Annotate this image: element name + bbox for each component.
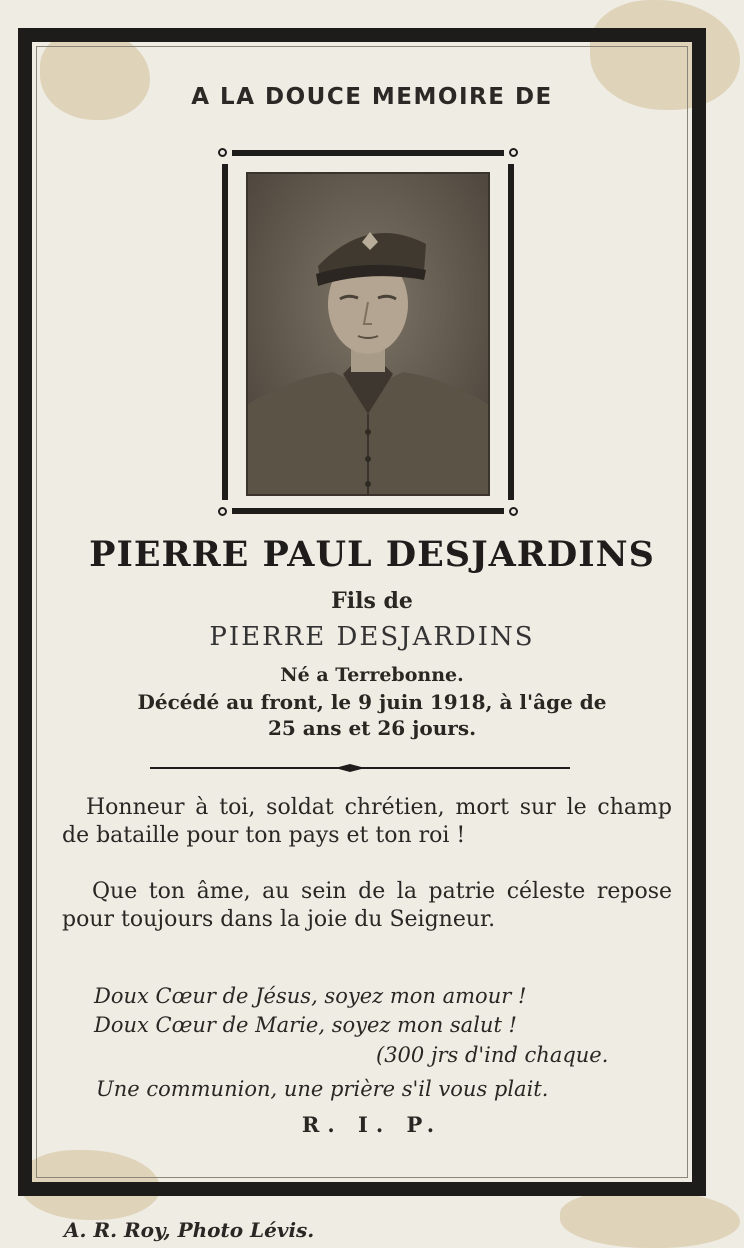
prayer-line-jesus: Doux Cœur de Jésus, soyez mon amour ! xyxy=(94,984,527,1008)
age-at-death: 25 ans et 26 jours. xyxy=(267,716,477,740)
frame-corner-ornament xyxy=(218,507,227,516)
memorial-heading: A LA DOUCE MEMOIRE DE xyxy=(191,84,553,110)
death-details: Décédé au front, le 9 juin 1918, à l'âge de xyxy=(137,690,607,714)
frame-corner-ornament xyxy=(218,148,227,157)
indulgence-note: (300 jrs d'ind chaque. xyxy=(376,1043,609,1067)
deceased-name: PIERRE PAUL DESJARDINS xyxy=(89,534,655,575)
frame-corner-ornament xyxy=(509,148,518,157)
prayer-line-marie: Doux Cœur de Marie, soyez mon salut ! xyxy=(94,1013,517,1037)
father-name: PIERRE DESJARDINS xyxy=(209,622,535,652)
soldier-portrait xyxy=(246,172,490,496)
ornamental-divider xyxy=(150,764,570,772)
stain-bottom-right xyxy=(560,1190,740,1248)
frame-right-bar xyxy=(508,164,514,500)
frame-bottom-bar xyxy=(232,508,504,514)
birthplace: Né a Terrebonne. xyxy=(280,664,464,686)
communion-request: Une communion, une prière s'il vous plait. xyxy=(96,1077,549,1101)
photographer-credit: A. R. Roy, Photo Lévis. xyxy=(64,1218,315,1242)
rip-inscription: R. I. P. xyxy=(301,1112,443,1137)
prayer-paragraph: Que ton âme, au sein de la patrie céleste repose pour toujours dans la joie du Seigneur. xyxy=(62,879,672,932)
frame-top-bar xyxy=(232,150,504,156)
frame-corner-ornament xyxy=(509,507,518,516)
soldier-portrait-drawing xyxy=(248,174,488,494)
fils-de-label: Fils de xyxy=(331,588,413,614)
frame-left-bar xyxy=(222,164,228,500)
tribute-paragraph: Honneur à toi, soldat chrétien, mort sur le champ de bataille pour ton pays et ton roi ! xyxy=(62,795,672,848)
